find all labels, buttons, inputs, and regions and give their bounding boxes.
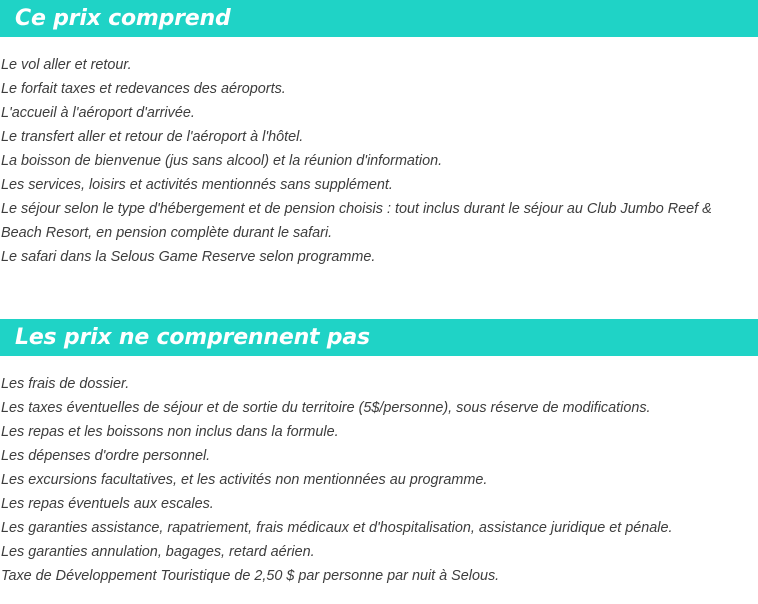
- excluded-section-header: [0, 319, 758, 356]
- excluded-item: Taxe de Développement Touristique de 2,50 $ par personne par nuit à Selous.: [1, 568, 500, 584]
- excluded-section-title: Les prix ne comprennent pas: [15, 325, 370, 350]
- included-item: Le transfert aller et retour de l'aéroport à l'hôtel.: [1, 129, 304, 145]
- included-section-header: [0, 0, 758, 37]
- included-list: [1, 53, 741, 269]
- included-section-title: Ce prix comprend: [15, 6, 231, 31]
- excluded-list: [1, 372, 741, 588]
- excluded-item: Les taxes éventuelles de séjour et de sortie du territoire (5$/personne), sous réserve de modifications.: [1, 400, 651, 416]
- included-item: Les services, loisirs et activités mentionnés sans supplément.: [1, 177, 393, 193]
- excluded-item: Les excursions facultatives, et les activités non mentionnées au programme.: [1, 472, 488, 488]
- excluded-item: Les repas et les boissons non inclus dans la formule.: [1, 424, 339, 440]
- included-item: La boisson de bienvenue (jus sans alcool) et la réunion d'information.: [1, 153, 443, 169]
- included-item: L'accueil à l'aéroport d'arrivée.: [1, 105, 195, 121]
- excluded-item: Les dépenses d'ordre personnel.: [1, 448, 211, 464]
- excluded-item: Les garanties assistance, rapatriement, frais médicaux et d'hospitalisation, assistance juridique et pénale.: [1, 520, 673, 536]
- included-item: Le vol aller et retour.: [1, 57, 132, 73]
- included-item: Le safari dans la Selous Game Reserve selon programme.: [1, 249, 376, 265]
- included-item: Le forfait taxes et redevances des aéroports.: [1, 81, 286, 97]
- excluded-item: Les frais de dossier.: [1, 376, 130, 392]
- included-item: Le séjour selon le type d'hébergement et de pension choisis : tout inclus durant le séjour au Club Jumbo Reef & Beach Resort, en pension complète durant le safari.: [1, 201, 712, 241]
- excluded-item: Les repas éventuels aux escales.: [1, 496, 214, 512]
- excluded-item: Les garanties annulation, bagages, retard aérien.: [1, 544, 315, 560]
